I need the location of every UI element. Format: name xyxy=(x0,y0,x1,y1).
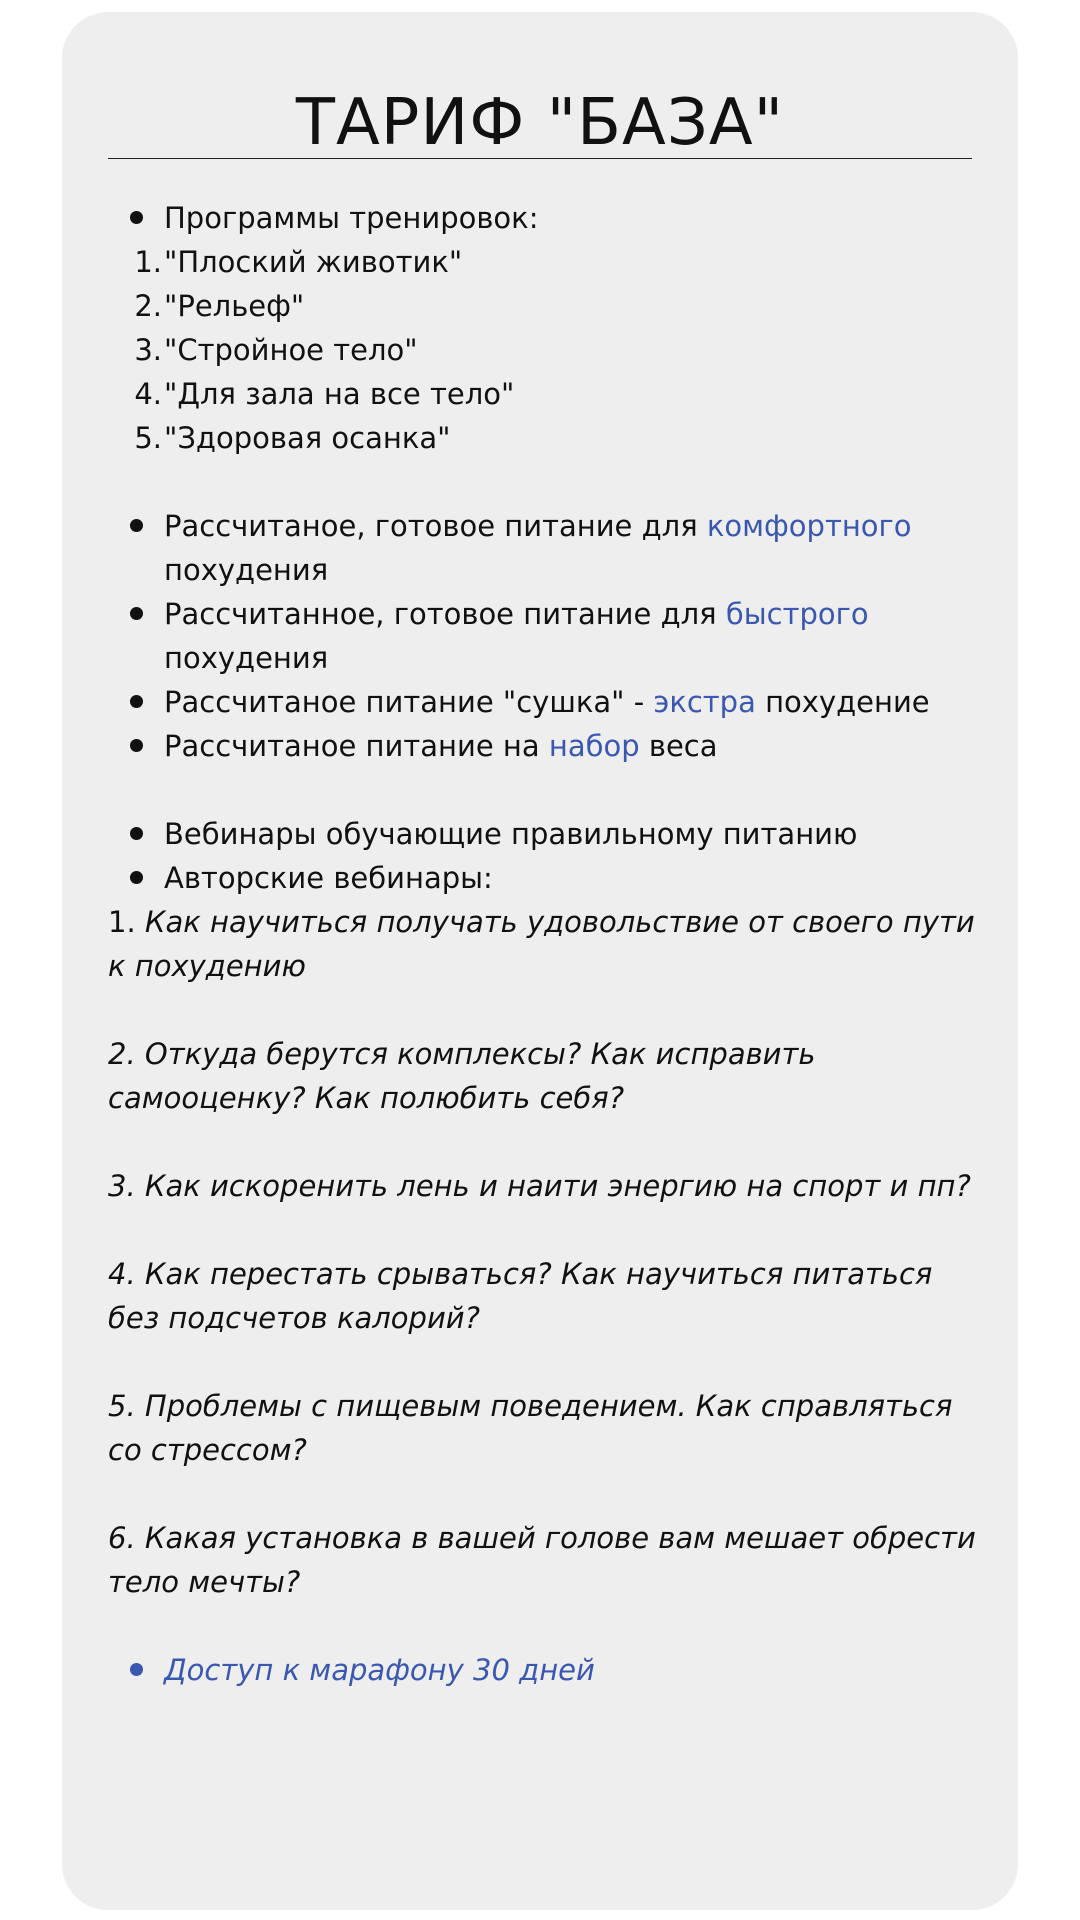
program-number: 1. xyxy=(134,245,162,279)
author-webinar-item xyxy=(108,1252,988,1340)
nutrition-text: Рассчитаное питание на xyxy=(164,729,549,763)
webinar-number: 2. xyxy=(108,1037,145,1071)
author-webinar-item xyxy=(108,1384,988,1472)
webinar-text: Какая установка в вашей голове вам мешает обрести тело мечты? xyxy=(108,1521,976,1599)
webinar-number: 1. xyxy=(108,905,145,939)
paragraph-gap xyxy=(108,988,988,1032)
nutrition-item xyxy=(108,592,988,680)
paragraph-gap xyxy=(108,1340,988,1384)
nutrition-accent: комфортного xyxy=(706,509,912,543)
bullet-icon xyxy=(130,519,143,532)
nutrition-item xyxy=(108,504,988,592)
nutrition-text: похудения xyxy=(164,553,329,587)
program-number: 5. xyxy=(134,421,162,455)
webinar-number: 6. xyxy=(108,1521,145,1555)
author-webinars-label: Авторские вебинары: xyxy=(164,861,493,895)
program-item xyxy=(108,240,988,284)
tariff-card xyxy=(62,12,1018,1910)
nutrition-text: похудение xyxy=(755,685,930,719)
webinar-text: Как искоренить лень и наити энергию на спорт и пп? xyxy=(144,1169,971,1203)
bullet-icon xyxy=(130,739,143,752)
bullet-icon xyxy=(130,827,143,840)
author-webinar-item xyxy=(108,1516,988,1604)
paragraph-gap xyxy=(108,1472,988,1516)
nutrition-accent: экстра xyxy=(653,685,756,719)
paragraph-gap xyxy=(108,1120,988,1164)
program-item xyxy=(108,372,988,416)
section-gap xyxy=(108,768,988,812)
program-text: "Стройное тело" xyxy=(164,333,418,367)
webinar-number: 4. xyxy=(108,1257,145,1291)
program-number: 2. xyxy=(134,289,162,323)
marathon-item xyxy=(108,1648,988,1692)
nutrition-item xyxy=(108,680,988,724)
author-webinar-item xyxy=(108,1164,988,1208)
webinar-number: 5. xyxy=(108,1389,145,1423)
webinar-number: 3. xyxy=(108,1169,145,1203)
nutrition-text: Рассчитаное, готовое питание для xyxy=(164,509,707,543)
program-number: 3. xyxy=(134,333,162,367)
nutrition-text: похудения xyxy=(164,641,329,675)
program-item xyxy=(108,328,988,372)
webinar-text: Откуда берутся комплексы? Как исправить самооценку? Как полюбить себя? xyxy=(108,1037,816,1115)
section-gap xyxy=(108,1604,988,1648)
tariff-content xyxy=(108,196,988,1692)
programs-label: Программы тренировок: xyxy=(164,201,539,235)
webinar-text: Проблемы с пищевым поведением. Как справляться со стрессом? xyxy=(108,1389,953,1467)
author-webinar-item xyxy=(108,1032,988,1120)
bullet-icon xyxy=(130,1663,143,1676)
webinar-text: Как научиться получать удовольствие от своего пути к похудению xyxy=(108,905,975,983)
nutrition-accent: быстрого xyxy=(725,597,869,631)
webinars-text: Вебинары обучающие правильному питанию xyxy=(164,817,858,851)
nutrition-item xyxy=(108,724,988,768)
bullet-icon xyxy=(130,871,143,884)
nutrition-accent: набор xyxy=(548,729,640,763)
program-text: "Рельеф" xyxy=(164,289,305,323)
webinar-text: Как перестать срываться? Как научиться питаться без подсчетов калорий? xyxy=(108,1257,933,1335)
section-gap xyxy=(108,460,988,504)
title-divider xyxy=(108,158,972,159)
webinars-item xyxy=(108,812,988,856)
nutrition-text: Рассчитанное, готовое питание для xyxy=(164,597,726,631)
program-text: "Плоский животик" xyxy=(164,245,463,279)
bullet-icon xyxy=(130,695,143,708)
nutrition-text: Рассчитаное питание "сушка" - xyxy=(164,685,654,719)
nutrition-text: веса xyxy=(639,729,718,763)
tariff-title: ТАРИФ "БАЗА" xyxy=(295,86,785,160)
author-webinars-heading xyxy=(108,856,988,900)
programs-heading xyxy=(108,196,988,240)
program-item xyxy=(108,284,988,328)
paragraph-gap xyxy=(108,1208,988,1252)
program-number: 4. xyxy=(134,377,162,411)
marathon-text: Доступ к марафону 30 дней xyxy=(164,1653,595,1687)
program-text: "Для зала на все тело" xyxy=(164,377,515,411)
bullet-icon xyxy=(130,607,143,620)
program-item xyxy=(108,416,988,460)
bullet-icon xyxy=(130,211,143,224)
author-webinar-item xyxy=(108,900,988,988)
program-text: "Здоровая осанка" xyxy=(164,421,451,455)
